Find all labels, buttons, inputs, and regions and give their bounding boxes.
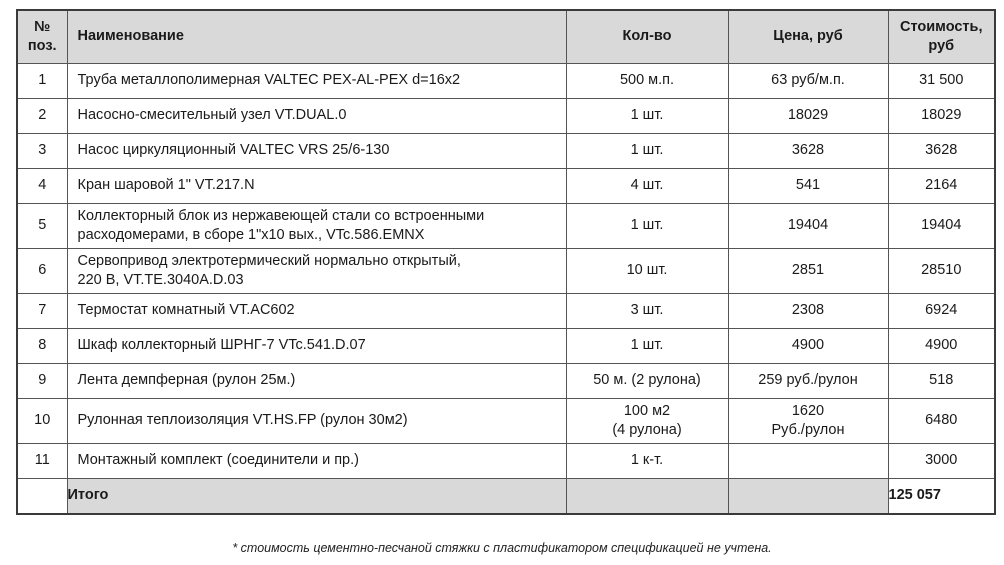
row-position-number: 6: [17, 248, 67, 293]
table-body: [17, 63, 995, 478]
row-item-name-line1: Сервопривод электротермический нормально открытый,: [77, 252, 461, 269]
total-num-cell: [17, 478, 67, 514]
row-quantity: 1 шт.: [566, 328, 728, 363]
row-quantity: 10 шт.: [566, 248, 728, 293]
row-position-number: 4: [17, 168, 67, 203]
row-item-name: [67, 248, 566, 293]
footnote: * стоимость цементно-песчаной стяжки с пластификатором спецификацией не учтена.: [232, 541, 772, 555]
row-quantity: [566, 398, 728, 443]
header-quantity: Кол-во: [566, 10, 728, 63]
row-quantity: 1 шт.: [566, 98, 728, 133]
row-cost: 6480: [888, 398, 995, 443]
table-row: [17, 248, 995, 293]
row-quantity: 1 шт.: [566, 203, 728, 248]
row-position-number: 5: [17, 203, 67, 248]
row-price: 2851: [728, 248, 888, 293]
row-cost: 3628: [888, 133, 995, 168]
table-row: [17, 443, 995, 478]
table-row: [17, 168, 995, 203]
row-item-name: Насос циркуляционный VALTEC VRS 25/6-130: [67, 133, 566, 168]
row-quantity: 500 м.п.: [566, 63, 728, 98]
row-item-name-line2: 220 В, VT.TE.3040A.D.03: [77, 271, 244, 288]
row-quantity: 1 шт.: [566, 133, 728, 168]
total-value: 125 057: [888, 478, 995, 514]
row-item-name: Лента демпферная (рулон 25м.): [67, 363, 566, 398]
row-cost: 3000: [888, 443, 995, 478]
row-item-name: Кран шаровой 1" VT.217.N: [67, 168, 566, 203]
row-cost: 31 500: [888, 63, 995, 98]
row-price: 63 руб/м.п.: [728, 63, 888, 98]
row-item-name: Рулонная теплоизоляция VT.HS.FP (рулон 30м2): [67, 398, 566, 443]
row-item-name-line1: Коллекторный блок из нержавеющей стали со встроенными: [77, 207, 485, 224]
table-row: [17, 203, 995, 248]
row-quantity: 1 к-т.: [566, 443, 728, 478]
row-cost: 2164: [888, 168, 995, 203]
table-header-row: [17, 10, 995, 63]
table-row: [17, 98, 995, 133]
row-price: 3628: [728, 133, 888, 168]
row-cost: 6924: [888, 293, 995, 328]
row-position-number: 2: [17, 98, 67, 133]
row-cost: 19404: [888, 203, 995, 248]
table-row: [17, 293, 995, 328]
row-position-number: 7: [17, 293, 67, 328]
row-cost: 4900: [888, 328, 995, 363]
row-position-number: 1: [17, 63, 67, 98]
total-label: Итого: [67, 478, 566, 514]
row-price-line2: Руб./рулон: [771, 421, 845, 438]
row-quantity: 4 шт.: [566, 168, 728, 203]
header-cost-line2: руб: [928, 37, 955, 54]
table-row: [17, 328, 995, 363]
row-item-name: Труба металлополимерная VALTEC PEX-AL-PEX d=16х2: [67, 63, 566, 98]
header-cost: [888, 10, 995, 63]
header-price: Цена, руб: [728, 10, 888, 63]
row-item-name: Насосно-смесительный узел VT.DUAL.0: [67, 98, 566, 133]
row-position-number: 3: [17, 133, 67, 168]
row-price: 259 руб./рулон: [728, 363, 888, 398]
header-num-line1: №: [34, 18, 51, 35]
row-price: 541: [728, 168, 888, 203]
row-position-number: 11: [17, 443, 67, 478]
header-cost-line1: Стоимость,: [900, 18, 983, 35]
header-num-line2: поз.: [27, 37, 57, 54]
header-position-number: [17, 10, 67, 63]
specification-table: [16, 9, 996, 515]
row-price: [728, 398, 888, 443]
row-quantity-line2: (4 рулона): [612, 421, 682, 438]
row-price-line1: 1620: [791, 402, 825, 419]
row-position-number: 9: [17, 363, 67, 398]
table-row: [17, 363, 995, 398]
table-row: [17, 133, 995, 168]
table-row: [17, 63, 995, 98]
row-position-number: 10: [17, 398, 67, 443]
row-quantity: 3 шт.: [566, 293, 728, 328]
row-price: 2308: [728, 293, 888, 328]
row-price: 4900: [728, 328, 888, 363]
row-price: 19404: [728, 203, 888, 248]
row-item-name: Термостат комнатный VT.AC602: [67, 293, 566, 328]
row-item-name: Монтажный комплект (соединители и пр.): [67, 443, 566, 478]
row-cost: 28510: [888, 248, 995, 293]
row-cost: 18029: [888, 98, 995, 133]
total-price-cell: [728, 478, 888, 514]
total-row: [17, 478, 995, 514]
row-quantity-line1: 100 м2: [623, 402, 671, 419]
row-quantity: 50 м. (2 рулона): [566, 363, 728, 398]
header-name: Наименование: [67, 10, 566, 63]
total-qty-cell: [566, 478, 728, 514]
row-price: [728, 443, 888, 478]
row-item-name: [67, 203, 566, 248]
row-item-name: Шкаф коллекторный ШРНГ-7 VTc.541.D.07: [67, 328, 566, 363]
row-position-number: 8: [17, 328, 67, 363]
row-cost: 518: [888, 363, 995, 398]
row-price: 18029: [728, 98, 888, 133]
table-row: [17, 398, 995, 443]
row-item-name-line2: расходомерами, в сборе 1"x10 вых., VTc.586.EMNX: [77, 226, 425, 243]
